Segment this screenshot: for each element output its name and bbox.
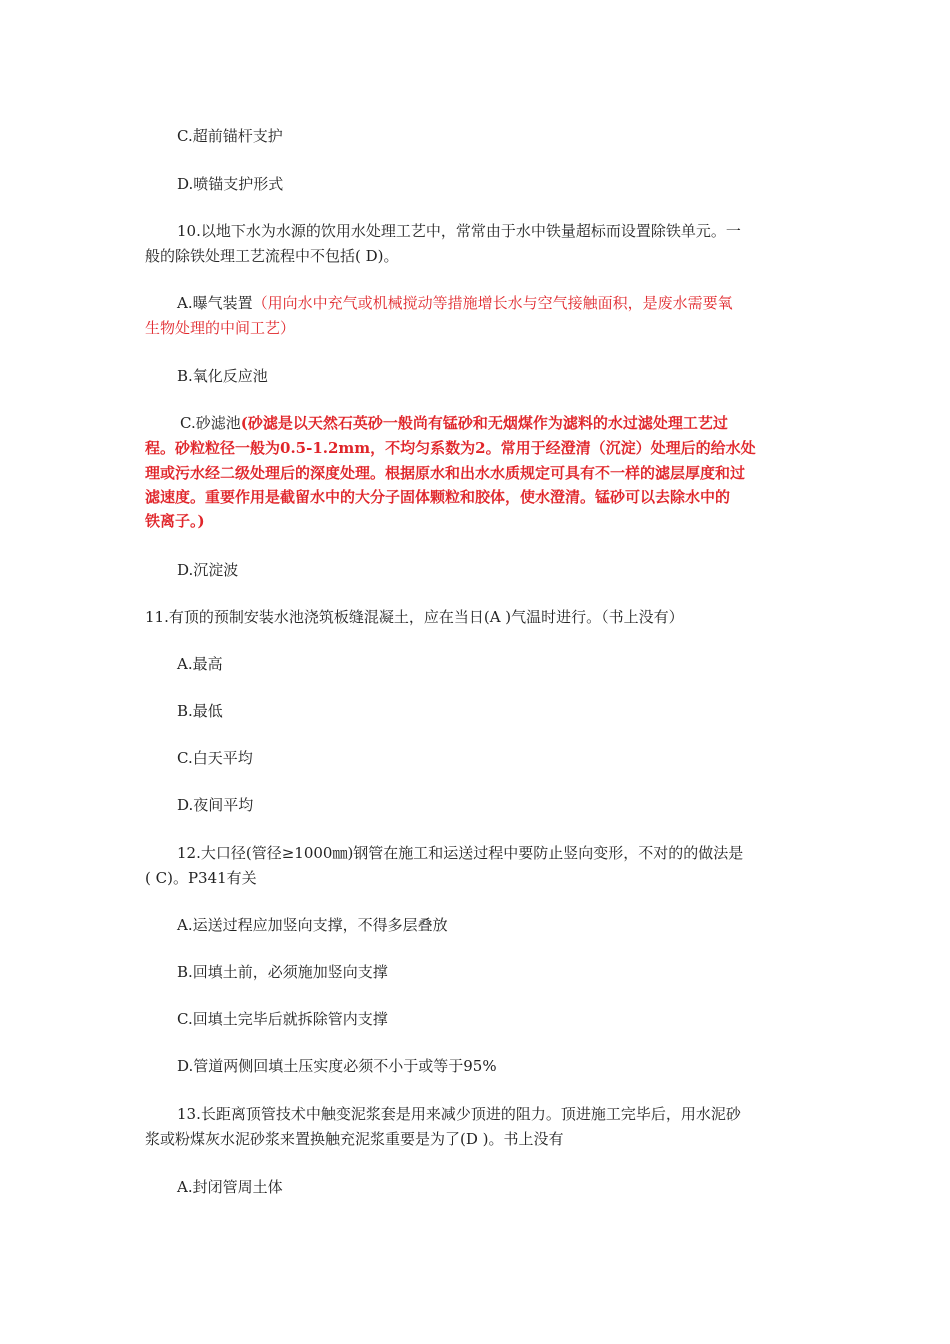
q10-option-c-note-line3: 理或污水经二级处理后的深度处理。根据原水和出水水质规定可具有不一样的滤层厚度和过	[145, 464, 746, 482]
q10-option-c-note-line5: 铁离子。)	[145, 512, 205, 530]
q10-option-c-note-line4: 滤速度。重要作用是截留水中的大分子固体颗粒和胶体，使水澄清。锰砂可以去除水中的	[145, 488, 731, 506]
q10-option-c	[180, 411, 728, 435]
q10-option-a-label: A.曝气装置	[177, 294, 253, 312]
q9-option-d: D.喷锚支护形式	[177, 175, 284, 193]
q13-option-a: A.封闭管周土体	[177, 1178, 283, 1196]
q10-option-c-note: (砂滤是以天然石英砂一般尚有锰砂和无烟煤作为滤料的水过滤处理工艺过	[240, 414, 728, 432]
q11-option-d: D.夜间平均	[177, 796, 254, 814]
q10-option-d: D.沉淀波	[177, 561, 239, 579]
q10-option-b: B.氧化反应池	[177, 367, 268, 385]
q12-option-b: B.回填土前，必须施加竖向支撑	[177, 963, 388, 981]
q11-option-c: C.白天平均	[177, 749, 253, 767]
q10-stem-line2: 般的除铁处理工艺流程中不包括( D)。	[145, 247, 399, 265]
q11-stem: 11.有顶的预制安装水池浇筑板缝混凝土，应在当日(A )气温时进行。（书上没有）	[145, 608, 684, 626]
q12-stem-line2: ( C)。P341有关	[145, 869, 257, 887]
q11-option-a: A.最高	[177, 655, 223, 673]
q12-option-a: A.运送过程应加竖向支撑，不得多层叠放	[177, 916, 448, 934]
q11-option-b: B.最低	[177, 702, 223, 720]
q12-option-c: C.回填土完毕后就拆除管内支撑	[177, 1010, 388, 1028]
q13-stem-line1: 13.长距离顶管技术中触变泥浆套是用来减少顶进的阻力。顶进施工完毕后，用水泥砂	[177, 1105, 741, 1123]
q10-option-a-note-cont: 生物处理的中间工艺）	[145, 319, 296, 337]
q10-option-a-note: （用向水中充气或机械搅动等措施增长水与空气接触面积，是废水需要氧	[252, 294, 733, 312]
q12-stem-line1: 12.大口径(管径≥1000㎜)钢管在施工和运送过程中要防止竖向变形，不对的的做法是	[177, 844, 744, 862]
q10-stem-line1: 10.以地下水为水源的饮用水处理工艺中，常常由于水中铁量超标而设置除铁单元。一	[177, 222, 741, 240]
q10-option-a	[177, 291, 733, 315]
q9-option-c: C.超前锚杆支护	[177, 127, 283, 145]
q10-option-c-note-line2: 程。砂粒粒径一般为0.5-1.2mm，不均匀系数为2。常用于经澄清（沉淀）处理后的给水处	[145, 439, 756, 457]
q12-option-d: D.管道两侧回填土压实度必须不小于或等于95%	[177, 1057, 497, 1075]
q10-option-c-label: C.砂滤池	[180, 414, 241, 432]
q13-stem-line2: 浆或粉煤灰水泥砂浆来置换触充泥浆重要是为了(D )。书上没有	[145, 1130, 564, 1148]
